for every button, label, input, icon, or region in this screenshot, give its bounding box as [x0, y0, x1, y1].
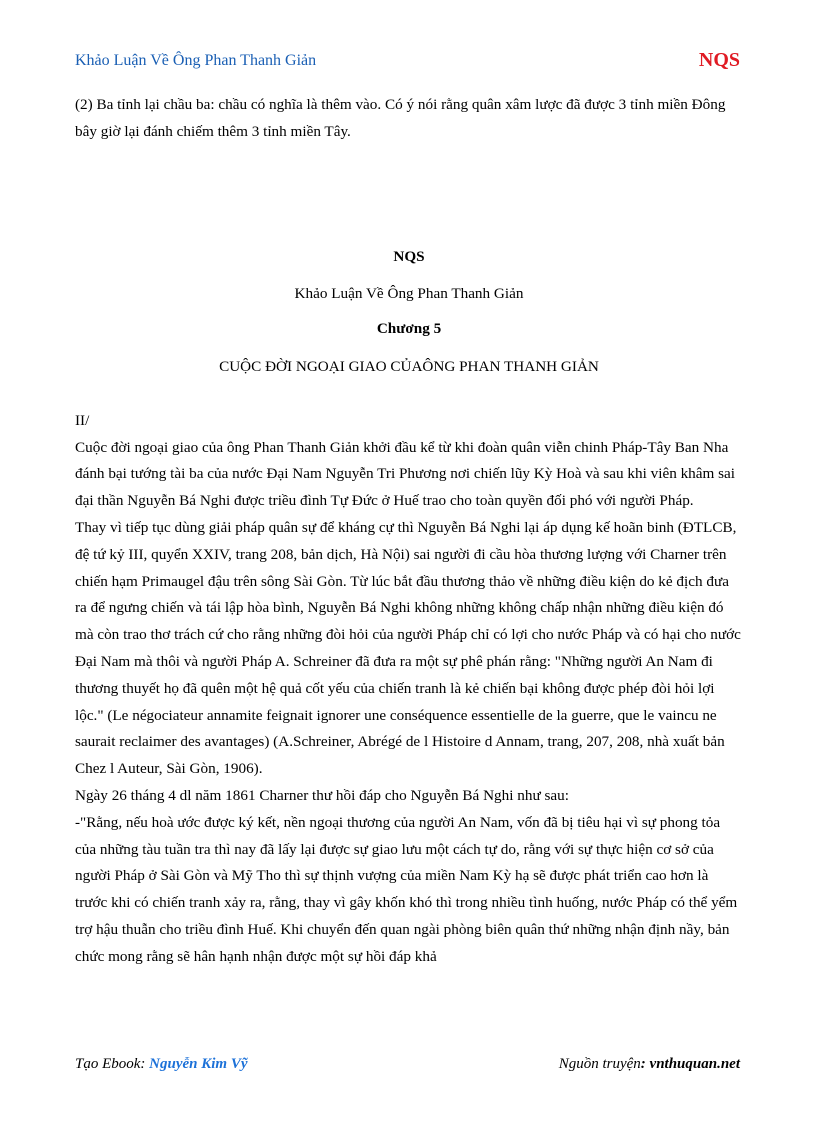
footer-ebook-credit [75, 1056, 248, 1073]
footer-source-site: vnthuquan.net [649, 1056, 740, 1072]
header-author-mark: NQS [698, 49, 740, 71]
footer-ebook-label: Tạo Ebook [75, 1056, 141, 1072]
footer-source-separator: : [640, 1056, 650, 1072]
book-title-heading: Khảo Luận Về Ông Phan Thanh Giản [294, 285, 524, 303]
chapter-title: CUỘC ĐỜI NGOẠI GIAO CỦAÔNG PHAN THANH GIẢN [219, 357, 599, 375]
header-book-title: Khảo Luận Về Ông Phan Thanh Giản [75, 52, 317, 69]
section-label: II/ [75, 411, 90, 429]
footer-ebook-separator: : [140, 1056, 150, 1072]
chapter-heading: Chương 5 [376, 320, 442, 338]
body-paragraph-2: Thay vì tiếp tục dùng giải pháp quân sự để kháng cự thì Nguyễn Bá Nghi lại áp dụng kế hoãn binh (ĐTLCB, đệ tứ kỷ III, quyển XXIV, trang 208, bản dịch, Hà Nội) sai người đi cầu hòa thương lượng với Charner trên chiến hạm Primaugel đậu trên sông Sài Gòn. Từ lúc bắt đầu thương thảo về những điều kiện do kẻ địch đưa ra để ngưng chiến và tái lập hòa bình, Nguyễn Bá Nghi không những không chấp nhận những điều kiện đó mà còn trao thơ trách cứ cho rằng những đòi hỏi của người Pháp chỉ có lợi cho nước Pháp và có hại cho nước Đại Nam mà thôi và người Pháp A. Schreiner đã đưa ra một sự phê phán rằng: "Những người An Nam đi thương thuyết họ đã quên một hệ quả cốt yếu của chiến tranh là kẻ chiến bại không được phép đòi hỏi lợi lộc." (Le négociateur annamite feignait ignorer une conséquence essentielle de la guerre, que le vaincu ne saurait reclaimer des avantages) (A.Schreiner, Abrégé de l Histoire d Annam, trang, 207, 208, nhà xuất bản Chez l Auteur, Sài Gòn, 1906). [75, 518, 741, 778]
page-content [75, 92, 743, 971]
footer-source-label: Nguồn truyện [558, 1056, 641, 1072]
footnote: (2) Ba tỉnh lại chầu ba: chầu có nghĩa là thêm vào. Có ý nói rằng quân xâm lược đã được 3 tỉnh miền Đông bây giờ lại đánh chiếm thêm 3 tỉnh miền Tây. [75, 96, 726, 140]
body-paragraph-4: -"Rằng, nếu hoà ước được ký kết, nền ngoại thương của người An Nam, vốn đã bị tiêu hại vì sự phong tỏa của những tàu tuần tra thì nay đã lấy lại được sự giao lưu một cách tự do, rằng với sự thực hiện cơ sở của người Pháp ở Sài Gòn và Mỹ Tho thì sự thịnh vượng của miền Nam Kỳ hạ sẽ được phát triển cao hơn là trước khi có chiến tranh xảy ra, rằng, thay vì gây khốn khó thì trong nhiều tình huống, nước Pháp có thể yểm trợ hậu thuẫn cho triều đình Huế. Khi chuyển đến quan ngài phòng biên quân thứ những nhận định nầy, bản chức mong rằng sẽ hân hạnh nhận được một sự hồi đáp khả [75, 813, 738, 965]
author-heading: NQS [393, 247, 425, 265]
footer-ebook-creator: Nguyễn Kim Vỹ [149, 1056, 248, 1072]
body-paragraph-1: Cuộc đời ngoại giao của ông Phan Thanh Giản khởi đầu kể từ khi đoàn quân viễn chinh Pháp-Tây Ban Nha đánh bại tướng tài ba của nước Đại Nam Nguyễn Tri Phương nơi chiến lũy Kỳ Hoà và sau khi viên khâm sai đại thần Nguyễn Bá Nghi được triều đình Tự Đức ở Huế trao cho toàn quyền đối phó với người Pháp. [75, 438, 735, 510]
body-paragraph-3: Ngày 26 tháng 4 dl năm 1861 Charner thư hồi đáp cho Nguyễn Bá Nghi như sau: [75, 786, 569, 804]
footer-source-credit [559, 1056, 740, 1073]
